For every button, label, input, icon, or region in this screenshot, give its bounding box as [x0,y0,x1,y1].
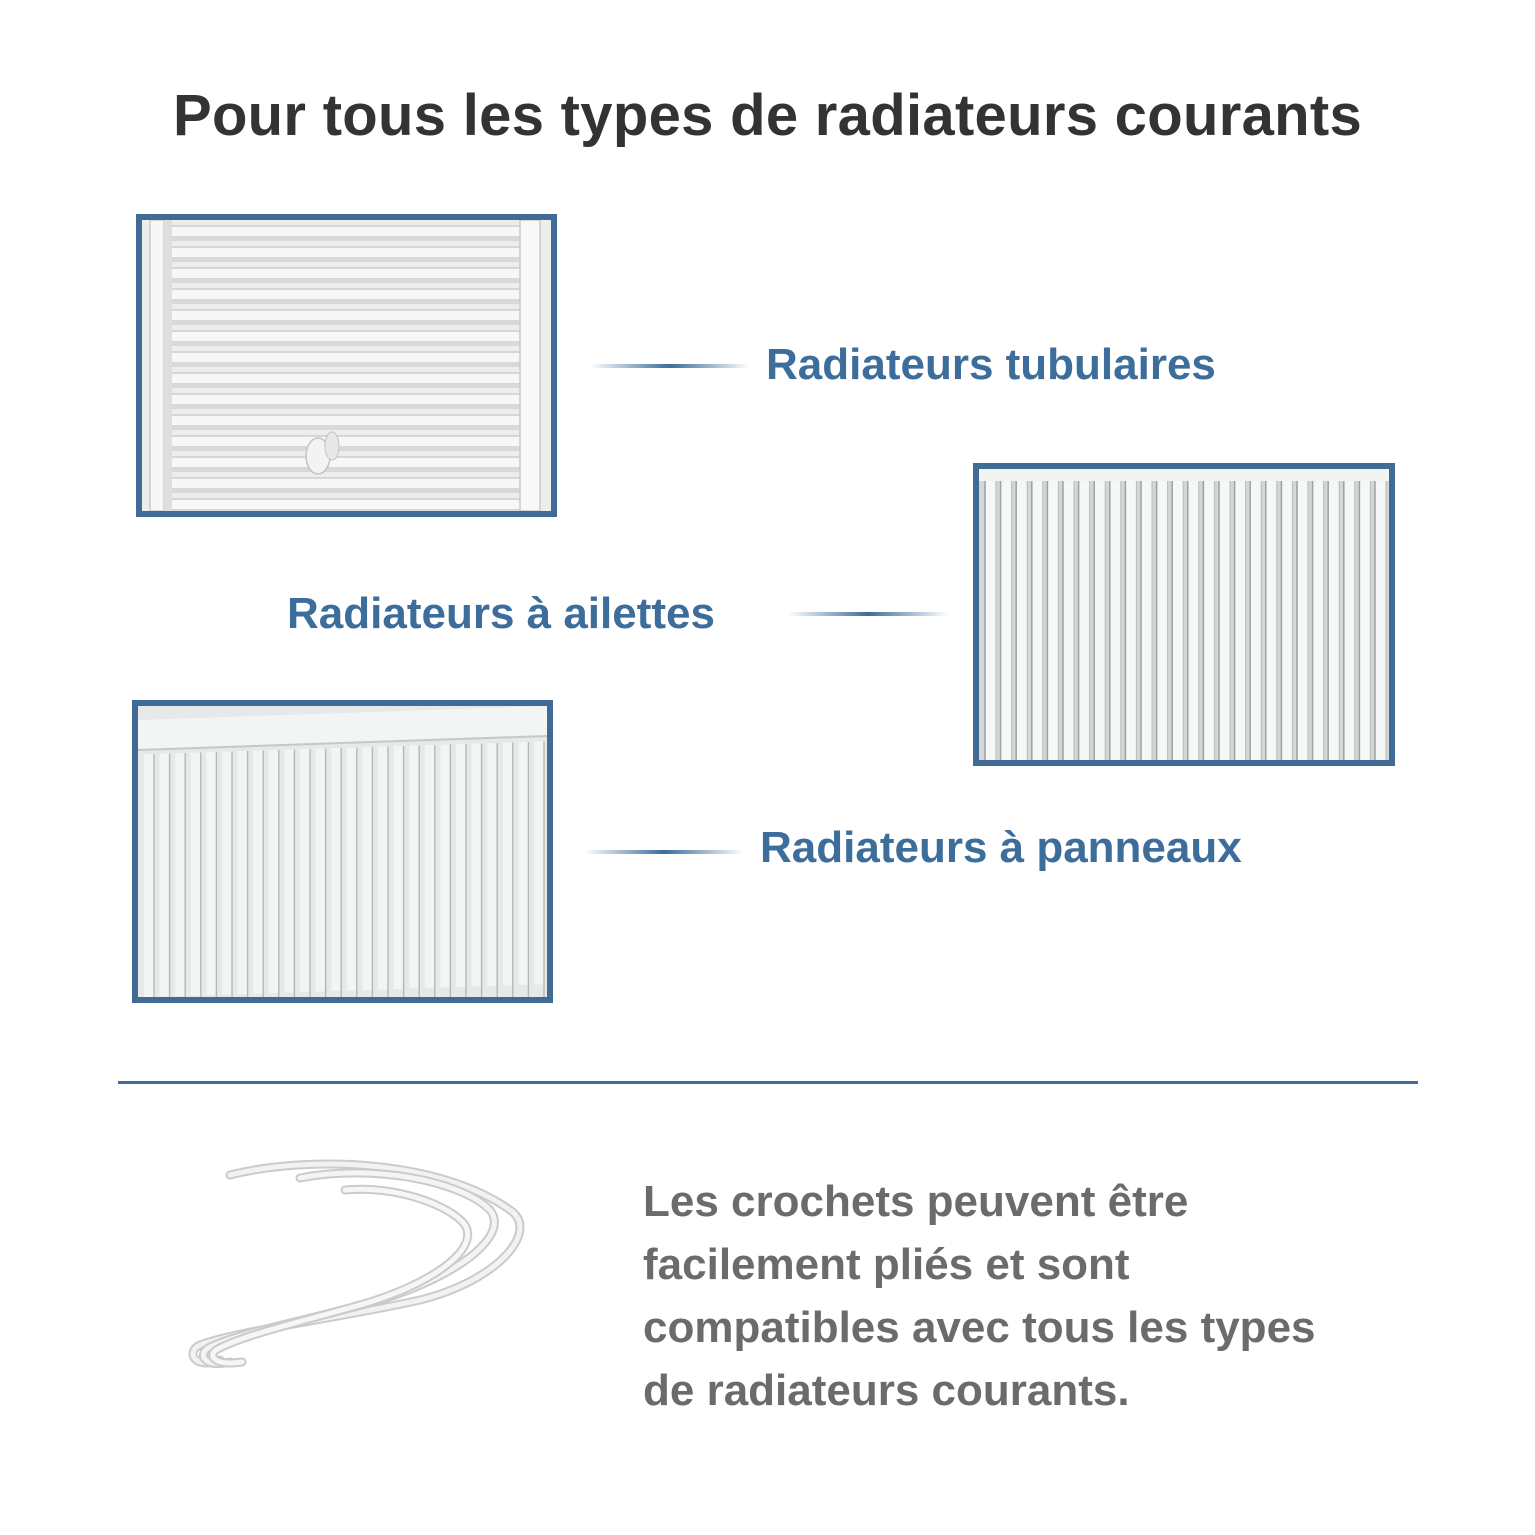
page-title: Pour tous les types de radiateurs courants [172,83,1363,148]
description-line-3: compatibles avec tous les types [643,1303,1316,1352]
finned-connector-line [788,612,948,616]
tubular-radiator-label: Radiateurs tubulaires [766,340,1216,389]
description-line-1: Les crochets peuvent être [643,1177,1189,1226]
tubular-radiator-image [136,214,557,517]
hooks-description [643,1170,1443,1422]
finned-radiator-image [973,463,1395,766]
description-line-4: de radiateurs courants. [643,1366,1130,1415]
panel-radiator-label: Radiateurs à panneaux [760,823,1242,872]
tubular-connector-line [590,364,750,368]
finned-radiator-label: Radiateurs à ailettes [287,589,715,638]
s-hooks-image [180,1150,550,1380]
description-line-2: facilement pliés et sont [643,1240,1130,1289]
section-divider [118,1081,1418,1084]
panel-radiator-image [132,700,553,1003]
panel-connector-line [584,850,744,854]
